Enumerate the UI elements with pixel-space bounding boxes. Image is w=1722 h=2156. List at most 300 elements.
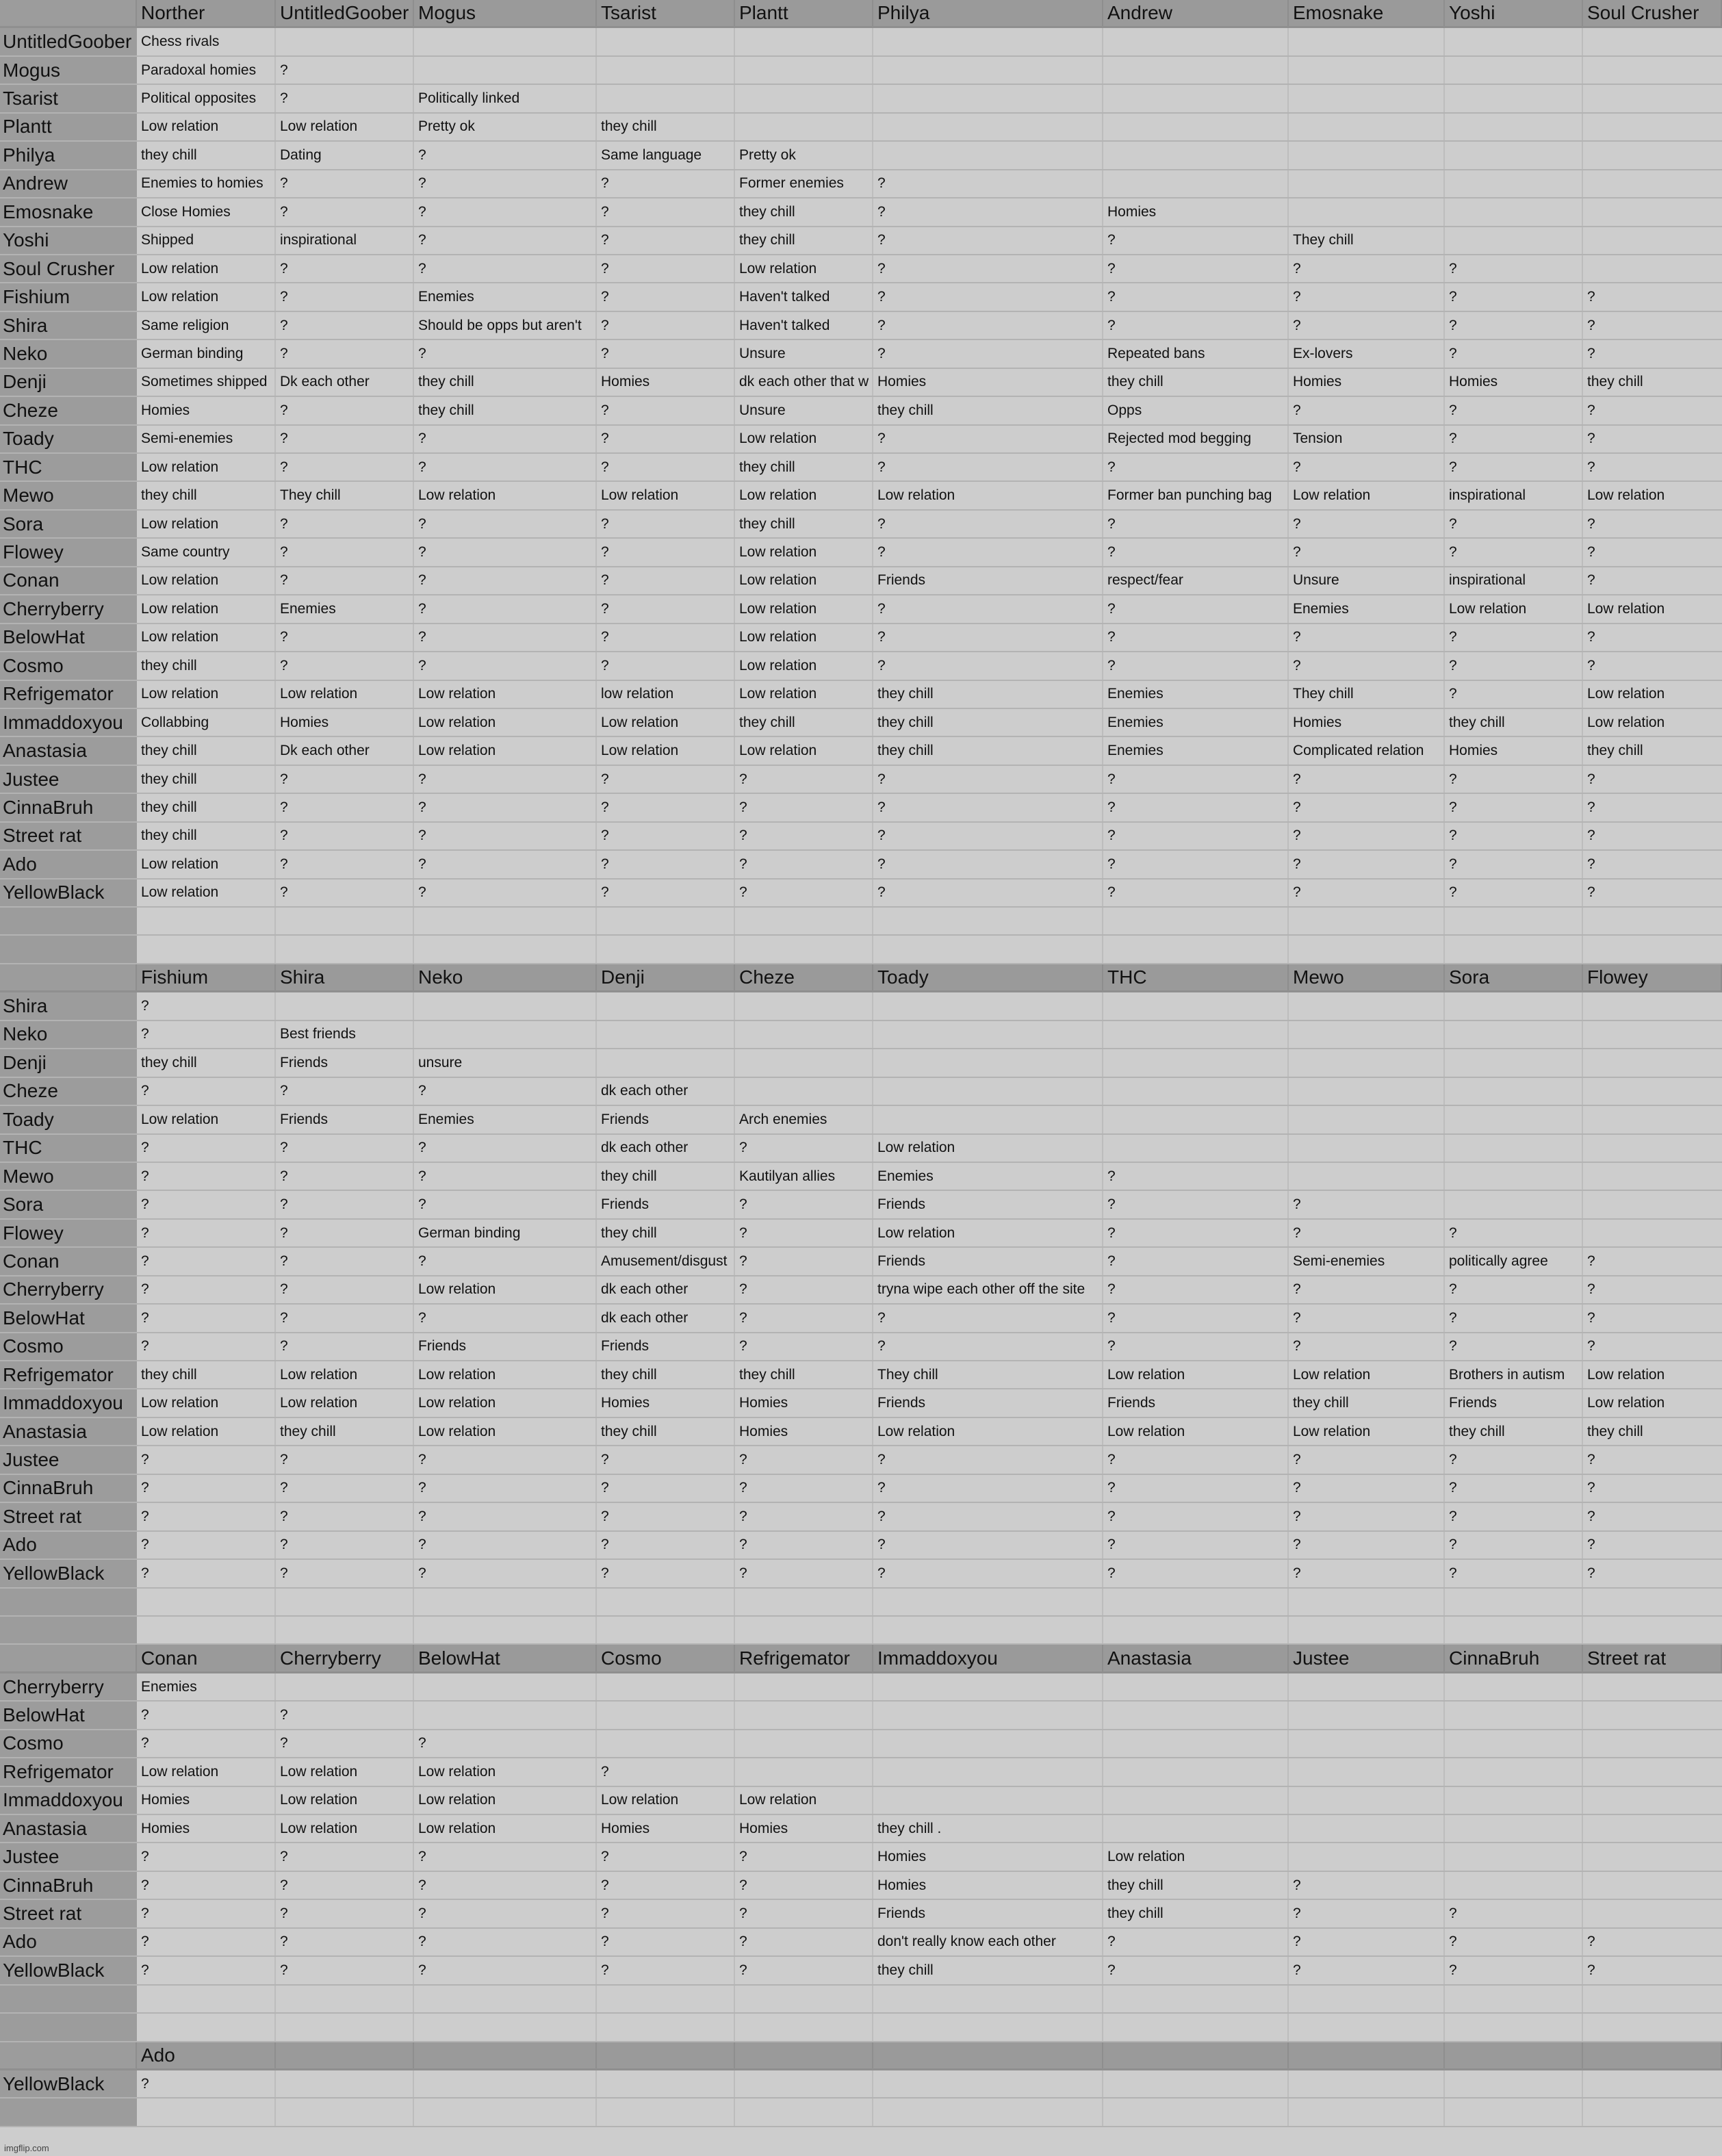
relation-cell[interactable]: ? (1583, 283, 1722, 310)
empty-cell[interactable] (414, 908, 597, 934)
relation-cell[interactable]: Low relation (1103, 1361, 1289, 1388)
empty-cell[interactable] (1445, 908, 1583, 934)
row-label[interactable] (0, 1589, 137, 1615)
relation-cell[interactable]: ? (1445, 1276, 1583, 1303)
relation-cell[interactable]: dk each other that w (735, 369, 873, 396)
relation-cell[interactable]: they chill (1583, 1418, 1722, 1445)
relation-cell[interactable]: ? (276, 1276, 414, 1303)
relation-cell[interactable]: ? (1445, 255, 1583, 282)
relation-cell[interactable] (1289, 1078, 1445, 1105)
relation-cell[interactable]: ? (414, 1730, 597, 1757)
relation-cell[interactable]: ? (276, 539, 414, 565)
row-label[interactable]: Neko (0, 1021, 137, 1048)
relation-cell[interactable] (735, 114, 873, 140)
relation-cell[interactable]: Low relation (137, 1758, 276, 1785)
empty-cell[interactable] (1445, 936, 1583, 962)
relation-cell[interactable]: ? (276, 426, 414, 452)
relation-cell[interactable]: ? (276, 794, 414, 821)
relation-cell[interactable]: Amusement/disgust (597, 1248, 735, 1274)
relation-cell[interactable]: ? (597, 312, 735, 339)
relation-cell[interactable]: ? (1445, 397, 1583, 424)
relation-cell[interactable] (1583, 1078, 1722, 1105)
empty-cell[interactable] (735, 1617, 873, 1643)
column-header[interactable]: THC (1103, 964, 1289, 990)
relation-cell[interactable]: Friends (873, 1900, 1103, 1927)
relation-cell[interactable]: ? (276, 1220, 414, 1246)
row-label[interactable]: Mewo (0, 482, 137, 509)
relation-cell[interactable]: ? (735, 1872, 873, 1899)
empty-cell[interactable] (137, 2099, 276, 2125)
relation-cell[interactable]: Rejected mod begging (1103, 426, 1289, 452)
relation-cell[interactable]: ? (276, 1560, 414, 1587)
relation-cell[interactable] (1103, 142, 1289, 168)
relation-cell[interactable]: they chill (1289, 1389, 1445, 1416)
relation-cell[interactable] (1289, 85, 1445, 112)
relation-cell[interactable]: ? (1583, 1305, 1722, 1331)
empty-cell[interactable] (597, 908, 735, 934)
relation-cell[interactable]: Same language (597, 142, 735, 168)
empty-cell[interactable] (735, 908, 873, 934)
relation-cell[interactable]: ? (873, 426, 1103, 452)
relation-cell[interactable]: ? (1583, 397, 1722, 424)
relation-cell[interactable]: ? (1583, 1503, 1722, 1530)
relation-cell[interactable]: ? (873, 624, 1103, 651)
relation-cell[interactable]: Same religion (137, 312, 276, 339)
relation-cell[interactable]: they chill (137, 482, 276, 509)
relation-cell[interactable]: ? (735, 1957, 873, 1984)
column-header[interactable]: Plantt (735, 0, 873, 26)
relation-cell[interactable]: they chill (597, 1220, 735, 1246)
relation-cell[interactable]: ? (597, 340, 735, 367)
relation-cell[interactable]: ? (597, 567, 735, 594)
relation-cell[interactable] (1289, 28, 1445, 55)
relation-cell[interactable]: ? (137, 1702, 276, 1728)
relation-cell[interactable]: Low relation (735, 624, 873, 651)
relation-cell[interactable]: ? (735, 1843, 873, 1870)
relation-cell[interactable]: ? (414, 1843, 597, 1870)
relation-cell[interactable]: ? (873, 1503, 1103, 1530)
relation-cell[interactable]: ? (414, 880, 597, 906)
relation-cell[interactable]: ? (873, 794, 1103, 821)
row-label[interactable]: Immaddoxyou (0, 709, 137, 736)
empty-cell[interactable] (1583, 2099, 1722, 2125)
relation-cell[interactable] (873, 85, 1103, 112)
relation-cell[interactable]: they chill (1103, 369, 1289, 396)
relation-cell[interactable] (1583, 1135, 1722, 1162)
relation-cell[interactable]: Low relation (873, 482, 1103, 509)
relation-cell[interactable]: ? (276, 1135, 414, 1162)
relation-cell[interactable]: ? (1583, 652, 1722, 679)
relation-cell[interactable] (1445, 57, 1583, 84)
relation-cell[interactable]: Low relation (873, 1135, 1103, 1162)
row-label[interactable]: Flowey (0, 539, 137, 565)
relation-cell[interactable]: ? (873, 312, 1103, 339)
relation-cell[interactable]: ? (1289, 539, 1445, 565)
relation-cell[interactable]: ? (735, 1135, 873, 1162)
empty-cell[interactable] (137, 2014, 276, 2040)
relation-cell[interactable]: Dk each other (276, 737, 414, 764)
relation-cell[interactable] (597, 1049, 735, 1076)
relation-cell[interactable]: ? (1583, 312, 1722, 339)
row-label[interactable]: Sora (0, 1191, 137, 1218)
relation-cell[interactable]: Enemies (1103, 737, 1289, 764)
relation-cell[interactable]: ? (873, 170, 1103, 197)
relation-cell[interactable] (1103, 1787, 1289, 1814)
relation-cell[interactable]: ? (276, 397, 414, 424)
relation-cell[interactable] (1103, 1815, 1289, 1842)
empty-cell[interactable] (1289, 2014, 1445, 2040)
row-label[interactable]: Cherryberry (0, 595, 137, 622)
relation-cell[interactable]: Low relation (1103, 1418, 1289, 1445)
relation-cell[interactable]: Low relation (276, 1815, 414, 1842)
relation-cell[interactable] (1445, 1021, 1583, 1048)
column-header[interactable] (1445, 2042, 1583, 2068)
relation-cell[interactable]: Friends (873, 1389, 1103, 1416)
relation-cell[interactable]: Low relation (1583, 1361, 1722, 1388)
empty-cell[interactable] (1103, 1589, 1289, 1615)
relation-cell[interactable]: Friends (276, 1049, 414, 1076)
relation-cell[interactable]: ? (1103, 1560, 1289, 1587)
row-label[interactable]: CinnaBruh (0, 1872, 137, 1899)
relation-cell[interactable]: Low relation (276, 681, 414, 708)
row-label[interactable]: Ado (0, 851, 137, 877)
relation-cell[interactable] (597, 1673, 735, 1700)
relation-cell[interactable]: ? (1445, 1333, 1583, 1360)
empty-cell[interactable] (137, 908, 276, 934)
relation-cell[interactable]: Homies (873, 369, 1103, 396)
empty-cell[interactable] (1445, 1617, 1583, 1643)
relation-cell[interactable]: ? (735, 1305, 873, 1331)
relation-cell[interactable] (735, 1702, 873, 1728)
relation-cell[interactable]: they chill (137, 1361, 276, 1388)
relation-cell[interactable] (1289, 170, 1445, 197)
relation-cell[interactable]: ? (414, 1248, 597, 1274)
relation-cell[interactable]: ? (414, 142, 597, 168)
empty-cell[interactable] (137, 1589, 276, 1615)
relation-cell[interactable]: ? (1103, 227, 1289, 254)
relation-cell[interactable]: don't really know each other (873, 1929, 1103, 1955)
relation-cell[interactable]: Low relation (414, 681, 597, 708)
relation-cell[interactable] (597, 28, 735, 55)
relation-cell[interactable] (1583, 227, 1722, 254)
row-label[interactable]: Denji (0, 369, 137, 396)
relation-cell[interactable]: they chill (137, 1049, 276, 1076)
empty-cell[interactable] (276, 936, 414, 962)
relation-cell[interactable]: ? (414, 170, 597, 197)
relation-cell[interactable]: ? (1445, 340, 1583, 367)
relation-cell[interactable]: Low relation (735, 652, 873, 679)
relation-cell[interactable]: Low relation (137, 851, 276, 877)
relation-cell[interactable]: ? (276, 1503, 414, 1530)
empty-cell[interactable] (873, 936, 1103, 962)
relation-cell[interactable]: ? (414, 1163, 597, 1190)
relation-cell[interactable]: Homies (597, 1815, 735, 1842)
relation-cell[interactable]: they chill (137, 766, 276, 793)
relation-cell[interactable]: ? (1583, 539, 1722, 565)
relation-cell[interactable]: ? (276, 85, 414, 112)
empty-cell[interactable] (1583, 1617, 1722, 1643)
relation-cell[interactable]: Low relation (276, 1758, 414, 1785)
relation-cell[interactable] (1445, 198, 1583, 225)
relation-cell[interactable]: ? (1583, 454, 1722, 480)
relation-cell[interactable]: Enemies (1289, 595, 1445, 622)
relation-cell[interactable] (1445, 2070, 1583, 2097)
relation-cell[interactable]: Former ban punching bag (1103, 482, 1289, 509)
relation-cell[interactable] (1289, 57, 1445, 84)
empty-cell[interactable] (597, 1986, 735, 2012)
column-header[interactable]: Emosnake (1289, 0, 1445, 26)
relation-cell[interactable]: Complicated relation (1289, 737, 1445, 764)
relation-cell[interactable] (1103, 1730, 1289, 1757)
relation-cell[interactable] (1103, 1758, 1289, 1785)
relation-cell[interactable]: ? (1289, 1900, 1445, 1927)
relation-cell[interactable]: ? (1289, 851, 1445, 877)
relation-cell[interactable] (597, 1730, 735, 1757)
relation-cell[interactable] (1445, 1815, 1583, 1842)
column-header[interactable] (873, 2042, 1103, 2068)
relation-cell[interactable]: ? (873, 652, 1103, 679)
relation-cell[interactable]: they chill (597, 1163, 735, 1190)
relation-cell[interactable]: ? (276, 1957, 414, 1984)
relation-cell[interactable] (414, 57, 597, 84)
relation-cell[interactable]: they chill (735, 454, 873, 480)
relation-cell[interactable]: ? (873, 595, 1103, 622)
relation-cell[interactable]: ? (873, 198, 1103, 225)
relation-cell[interactable]: tryna wipe each other off the site (873, 1276, 1103, 1303)
relation-cell[interactable]: ? (597, 227, 735, 254)
relation-cell[interactable]: Low relation (597, 1787, 735, 1814)
row-label[interactable]: BelowHat (0, 1702, 137, 1728)
relation-cell[interactable]: ? (137, 1135, 276, 1162)
relation-cell[interactable]: inspirational (276, 227, 414, 254)
relation-cell[interactable]: Political opposites (137, 85, 276, 112)
relation-cell[interactable]: ? (873, 1560, 1103, 1587)
empty-cell[interactable] (597, 2014, 735, 2040)
relation-cell[interactable]: ? (276, 1475, 414, 1502)
row-label[interactable]: Ado (0, 1929, 137, 1955)
row-label[interactable]: Cosmo (0, 1730, 137, 1757)
relation-cell[interactable]: ? (137, 1248, 276, 1274)
relation-cell[interactable]: Low relation (137, 255, 276, 282)
relation-cell[interactable]: ? (597, 426, 735, 452)
relation-cell[interactable]: Friends (597, 1333, 735, 1360)
relation-cell[interactable] (1289, 1702, 1445, 1728)
relation-cell[interactable]: ? (137, 1532, 276, 1558)
relation-cell[interactable]: they chill (735, 227, 873, 254)
relation-cell[interactable]: ? (735, 1220, 873, 1246)
relation-cell[interactable]: dk each other (597, 1135, 735, 1162)
row-label[interactable]: Justee (0, 1843, 137, 1870)
relation-cell[interactable]: Low relation (414, 1418, 597, 1445)
relation-cell[interactable] (1103, 1106, 1289, 1133)
relation-cell[interactable] (735, 2070, 873, 2097)
relation-cell[interactable]: ? (1103, 652, 1289, 679)
relation-cell[interactable] (1583, 198, 1722, 225)
row-label[interactable]: Fishium (0, 283, 137, 310)
relation-cell[interactable]: they chill (597, 114, 735, 140)
relation-cell[interactable]: ? (735, 1560, 873, 1587)
relation-cell[interactable]: ? (414, 794, 597, 821)
empty-cell[interactable] (1103, 936, 1289, 962)
relation-cell[interactable]: ? (1445, 794, 1583, 821)
relation-cell[interactable]: ? (1445, 1220, 1583, 1246)
relation-cell[interactable]: ? (735, 1475, 873, 1502)
relation-cell[interactable]: they chill (873, 397, 1103, 424)
column-header[interactable]: Norther (137, 0, 276, 26)
relation-cell[interactable] (597, 1702, 735, 1728)
row-label[interactable]: THC (0, 1135, 137, 1162)
empty-cell[interactable] (873, 1986, 1103, 2012)
column-header[interactable]: Justee (1289, 1645, 1445, 1671)
relation-cell[interactable]: ? (1289, 454, 1445, 480)
relation-cell[interactable]: ? (1583, 794, 1722, 821)
relation-cell[interactable]: Paradoxal homies (137, 57, 276, 84)
relation-cell[interactable]: inspirational (1445, 567, 1583, 594)
row-label[interactable]: BelowHat (0, 1305, 137, 1331)
relation-cell[interactable]: ? (414, 511, 597, 537)
column-header[interactable]: Immaddoxyou (873, 1645, 1103, 1671)
relation-cell[interactable] (873, 142, 1103, 168)
relation-cell[interactable]: ? (276, 198, 414, 225)
relation-cell[interactable]: ? (276, 1532, 414, 1558)
column-header[interactable] (414, 2042, 597, 2068)
relation-cell[interactable]: ? (276, 1305, 414, 1331)
column-header[interactable]: Fishium (137, 964, 276, 990)
relation-cell[interactable]: dk each other (597, 1305, 735, 1331)
relation-cell[interactable] (873, 1021, 1103, 1048)
empty-cell[interactable] (1103, 2014, 1289, 2040)
relation-cell[interactable] (1445, 85, 1583, 112)
empty-cell[interactable] (597, 1617, 735, 1643)
empty-cell[interactable] (1289, 936, 1445, 962)
relation-cell[interactable]: ? (597, 823, 735, 849)
relation-cell[interactable]: ? (873, 454, 1103, 480)
relation-cell[interactable]: ? (1445, 652, 1583, 679)
relation-cell[interactable]: ? (414, 1135, 597, 1162)
relation-cell[interactable]: ? (414, 1446, 597, 1473)
relation-cell[interactable]: Low relation (1583, 709, 1722, 736)
relation-cell[interactable]: ? (1583, 426, 1722, 452)
relation-cell[interactable]: they chill (1103, 1900, 1289, 1927)
relation-cell[interactable]: Homies (735, 1418, 873, 1445)
relation-cell[interactable]: Low relation (873, 1418, 1103, 1445)
relation-cell[interactable] (414, 28, 597, 55)
relation-cell[interactable]: ? (414, 454, 597, 480)
empty-cell[interactable] (873, 2099, 1103, 2125)
relation-cell[interactable]: they chill (1445, 709, 1583, 736)
relation-cell[interactable]: they chill (1445, 1418, 1583, 1445)
relation-cell[interactable]: ? (597, 539, 735, 565)
relation-cell[interactable]: Low relation (1583, 1389, 1722, 1416)
relation-cell[interactable]: ? (873, 1475, 1103, 1502)
relation-cell[interactable]: ? (276, 1446, 414, 1473)
relation-cell[interactable]: ? (137, 1191, 276, 1218)
relation-cell[interactable] (1583, 1220, 1722, 1246)
corner-cell[interactable] (0, 964, 137, 990)
relation-cell[interactable]: Former enemies (735, 170, 873, 197)
relation-cell[interactable] (1583, 1021, 1722, 1048)
relation-cell[interactable]: ? (1445, 823, 1583, 849)
relation-cell[interactable]: low relation (597, 681, 735, 708)
column-header[interactable]: Cheze (735, 964, 873, 990)
relation-cell[interactable]: ? (414, 1532, 597, 1558)
relation-cell[interactable]: Homies (597, 369, 735, 396)
relation-cell[interactable]: ? (735, 823, 873, 849)
relation-cell[interactable]: ? (1289, 1503, 1445, 1530)
relation-cell[interactable]: Homies (873, 1843, 1103, 1870)
row-label[interactable]: CinnaBruh (0, 794, 137, 821)
relation-cell[interactable]: ? (414, 624, 597, 651)
row-label[interactable] (0, 1617, 137, 1643)
relation-cell[interactable]: ? (597, 397, 735, 424)
relation-cell[interactable]: ? (137, 1843, 276, 1870)
relation-cell[interactable]: ? (735, 794, 873, 821)
row-label[interactable]: YellowBlack (0, 1957, 137, 1984)
row-label[interactable]: Shira (0, 312, 137, 339)
relation-cell[interactable]: Low relation (137, 1418, 276, 1445)
relation-cell[interactable]: ? (1445, 681, 1583, 708)
relation-cell[interactable]: ? (1289, 1532, 1445, 1558)
relation-cell[interactable] (1583, 992, 1722, 1019)
empty-cell[interactable] (1103, 1986, 1289, 2012)
relation-cell[interactable]: Low relation (735, 567, 873, 594)
row-label[interactable]: Cherryberry (0, 1673, 137, 1700)
relation-cell[interactable]: ? (1289, 794, 1445, 821)
empty-cell[interactable] (1445, 2099, 1583, 2125)
relation-cell[interactable]: ? (735, 1446, 873, 1473)
empty-cell[interactable] (414, 2099, 597, 2125)
relation-cell[interactable]: Haven't talked (735, 283, 873, 310)
relation-cell[interactable] (597, 992, 735, 1019)
column-header[interactable]: BelowHat (414, 1645, 597, 1671)
relation-cell[interactable]: Dk each other (276, 369, 414, 396)
relation-cell[interactable] (1289, 142, 1445, 168)
relation-cell[interactable]: Low relation (735, 255, 873, 282)
relation-cell[interactable]: ? (1103, 794, 1289, 821)
relation-cell[interactable]: ? (1103, 1248, 1289, 1274)
relation-cell[interactable]: ? (414, 1957, 597, 1984)
relation-cell[interactable]: dk each other (597, 1078, 735, 1105)
relation-cell[interactable] (1583, 1815, 1722, 1842)
relation-cell[interactable]: Enemies (276, 595, 414, 622)
row-label[interactable]: Street rat (0, 1503, 137, 1530)
relation-cell[interactable]: ? (137, 1900, 276, 1927)
relation-cell[interactable]: Low relation (276, 1787, 414, 1814)
relation-cell[interactable]: Friends (873, 567, 1103, 594)
row-label[interactable]: Yoshi (0, 227, 137, 254)
relation-cell[interactable]: they chill (735, 1361, 873, 1388)
relation-cell[interactable]: ? (1289, 880, 1445, 906)
column-header[interactable] (1103, 2042, 1289, 2068)
relation-cell[interactable]: Friends (597, 1191, 735, 1218)
empty-cell[interactable] (1289, 1617, 1445, 1643)
relation-cell[interactable]: Low relation (137, 1106, 276, 1133)
relation-cell[interactable]: Homies (137, 397, 276, 424)
relation-cell[interactable] (1583, 1900, 1722, 1927)
relation-cell[interactable]: ? (1289, 1560, 1445, 1587)
relation-cell[interactable] (1445, 1872, 1583, 1899)
relation-cell[interactable]: ? (276, 1333, 414, 1360)
relation-cell[interactable]: ? (1103, 1276, 1289, 1303)
relation-cell[interactable]: ? (1445, 1929, 1583, 1955)
relation-cell[interactable]: ? (1103, 1333, 1289, 1360)
relation-cell[interactable]: Semi-enemies (137, 426, 276, 452)
relation-cell[interactable]: ? (414, 1191, 597, 1218)
corner-cell[interactable] (0, 0, 137, 26)
relation-cell[interactable]: ? (873, 1446, 1103, 1473)
relation-cell[interactable]: ? (597, 1900, 735, 1927)
relation-cell[interactable]: Low relation (414, 737, 597, 764)
